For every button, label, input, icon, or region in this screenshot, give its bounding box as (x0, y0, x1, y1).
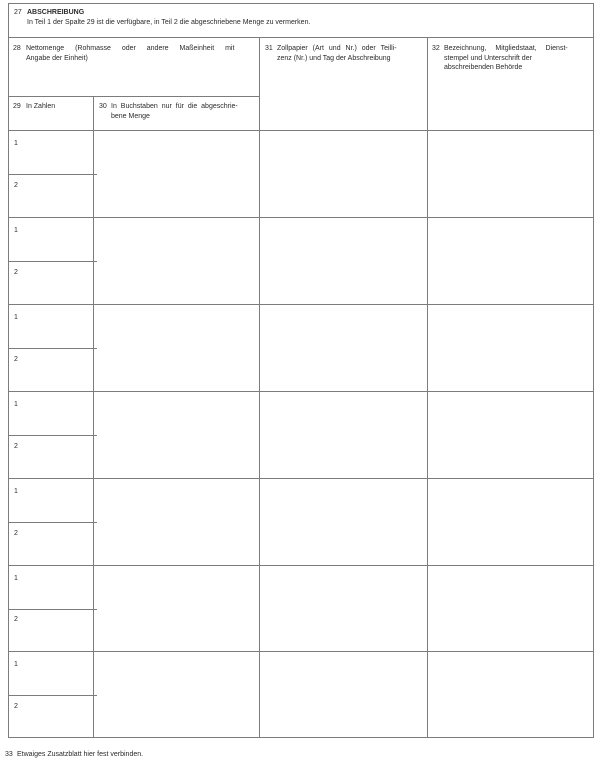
part-divider-line (8, 522, 97, 523)
col30-entry-area (94, 479, 259, 565)
col-30-header (99, 102, 251, 121)
col32-entry-area (428, 218, 593, 304)
col-31-number: 31 (265, 45, 273, 52)
part1-label: 1 (14, 314, 18, 321)
col32-entry-area (428, 131, 593, 217)
section-33-note (5, 750, 143, 760)
entry-group (8, 391, 594, 478)
part1-label: 1 (14, 575, 18, 582)
section-27-header (14, 8, 310, 27)
col-29-number: 29 (13, 103, 21, 110)
col30-entry-area (94, 218, 259, 304)
col-30-label-line2: bene Menge (111, 112, 150, 120)
col-31-label-line2: zenz (Nr.) und Tag der Abschreibung (277, 54, 391, 62)
part1-label: 1 (14, 227, 18, 234)
section-33-label: Etwaiges Zusatzblatt hier fest verbinden. (17, 751, 144, 758)
grid-line-col30-col31 (259, 37, 260, 738)
grid-line-below-section27 (8, 37, 594, 38)
col-28-number: 28 (13, 45, 21, 52)
part-divider-line (8, 435, 97, 436)
entry-group (8, 130, 594, 217)
col32-entry-area (428, 479, 593, 565)
part-divider-line (8, 174, 97, 175)
part2-label: 2 (14, 703, 18, 710)
col30-entry-area (94, 131, 259, 217)
part1-label: 1 (14, 661, 18, 668)
col-32-label-line3: abschreibenden Behörde (444, 64, 523, 71)
col31-entry-area (260, 131, 427, 217)
part2-label: 2 (14, 443, 18, 450)
part2-label: 2 (14, 182, 18, 189)
col31-entry-area (260, 392, 427, 478)
entry-group (8, 651, 594, 738)
col32-entry-area (428, 566, 593, 651)
entry-group (8, 565, 594, 651)
col-31-label-line1: Zollpapier (Art und Nr.) oder Teilli- (277, 45, 397, 52)
col31-entry-area (260, 305, 427, 391)
col-28-header (13, 44, 253, 63)
col30-entry-area (94, 392, 259, 478)
part2-label: 2 (14, 269, 18, 276)
col-29-header (13, 102, 55, 112)
grid-line-below-col28 (8, 96, 260, 97)
grid-line-col29-col30 (93, 96, 94, 738)
part2-label: 2 (14, 356, 18, 363)
section-27-number: 27 (14, 9, 22, 16)
col-29-label: In Zahlen (26, 103, 56, 110)
col31-entry-area (260, 218, 427, 304)
col-32-label-line2: stempel und Unterschrift der (444, 54, 532, 62)
entry-group (8, 217, 594, 304)
col30-entry-area (94, 652, 259, 738)
part-divider-line (8, 609, 97, 610)
col-32-number: 32 (432, 45, 440, 52)
col-30-label-line1: In Buchstaben nur für die abgeschrie- (111, 103, 238, 110)
entry-group (8, 478, 594, 565)
col-32-header (432, 44, 590, 73)
part-divider-line (8, 695, 97, 696)
col30-entry-area (94, 566, 259, 651)
col-30-number: 30 (99, 103, 107, 110)
section-27-title: ABSCHREIBUNG (27, 9, 85, 16)
col-28-label-line1: Nettomenge (Rohmasse oder andere Maßeinheit mit (26, 45, 235, 52)
entry-group (8, 304, 594, 391)
part2-label: 2 (14, 616, 18, 623)
section-33-number: 33 (5, 751, 13, 758)
grid-line-col31-col32 (427, 37, 428, 738)
section-27-note: In Teil 1 der Spalte 29 ist die verfügbare, in Teil 2 die abgeschriebene Menge zu vermerken. (27, 18, 311, 26)
col30-entry-area (94, 305, 259, 391)
col31-entry-area (260, 479, 427, 565)
col31-entry-area (260, 566, 427, 651)
col-32-label-line1: Bezeichnung, Mitgliedstaat, Dienst- (444, 45, 568, 52)
col-31-header (265, 44, 423, 63)
col32-entry-area (428, 305, 593, 391)
col-28-label-line2: Angabe der Einheit) (26, 54, 88, 62)
col32-entry-area (428, 652, 593, 738)
part2-label: 2 (14, 530, 18, 537)
part-divider-line (8, 261, 97, 262)
col32-entry-area (428, 392, 593, 478)
part-divider-line (8, 348, 97, 349)
part1-label: 1 (14, 401, 18, 408)
col31-entry-area (260, 652, 427, 738)
part1-label: 1 (14, 140, 18, 147)
part1-label: 1 (14, 488, 18, 495)
